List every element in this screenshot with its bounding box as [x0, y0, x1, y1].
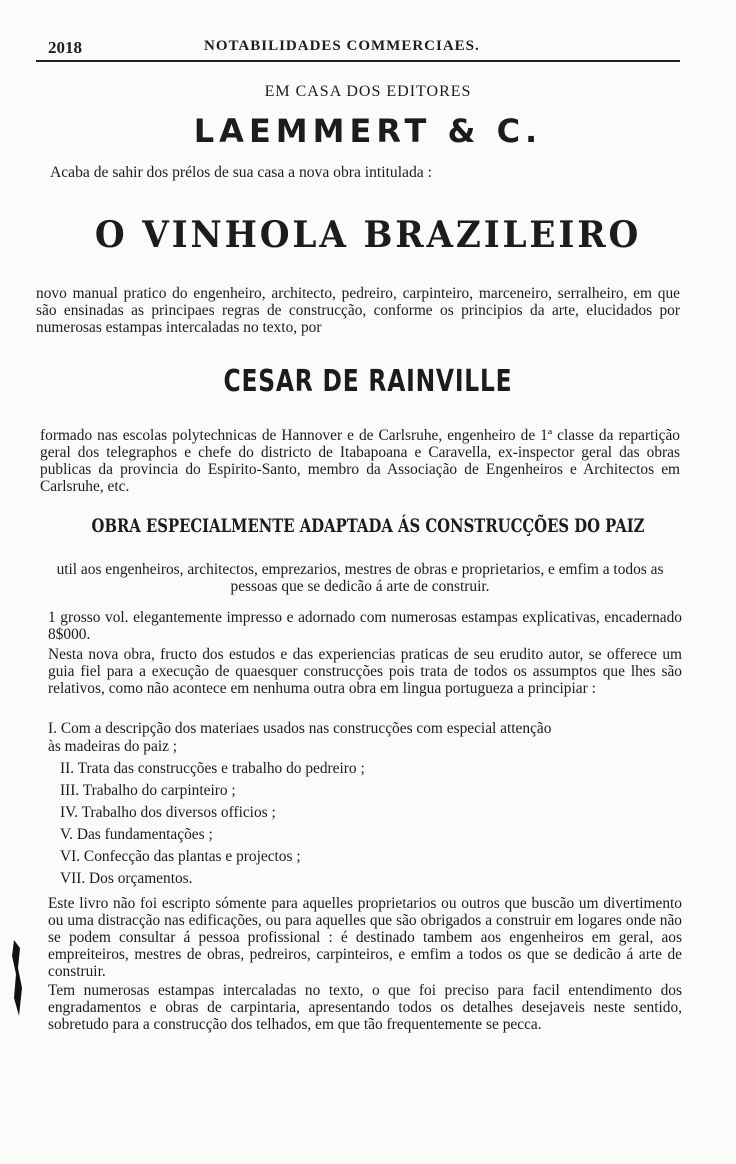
paragraph-1: 1 grosso vol. elegantemente impresso e adornado com numerosas estampas explicativas, encadernado 8$000. [48, 609, 682, 643]
contents-list [48, 718, 682, 890]
paragraph-2: Nesta nova obra, fructo dos estudos e das experiencias praticas de seu erudito autor, se offerece um guia fiel para a execução de quaesquer construcções pois trata de todos os assumptos que lhes são relativos, como não acontece em nenhuma outra obra em lingua portugueza a principiar : [48, 646, 682, 697]
book-title: O VINHOLA BRAZILEIRO [94, 214, 642, 256]
running-title: NOTABILIDADES COMMERCIAES. [204, 38, 480, 54]
paragraph-4: Tem numerosas estampas intercaladas no texto, o que foi preciso para facil entendimento dos engradamentos e obras de carpintaria, apresentando todos os detalhes desejaveis neste sentido, sobretudo para a construcção dos telhados, em que tão frequentemente se pecca. [48, 982, 682, 1033]
list-item: VI. Confecção das plantas e projectos ; [60, 848, 301, 865]
list-item: III. Trabalho do carpinteiro ; [60, 782, 236, 799]
publisher-prefix: EM CASA DOS EDITORES [264, 83, 472, 100]
list-item: II. Trata das construcções e trabalho do pedreiro ; [60, 760, 365, 777]
author-name: CESAR DE RAINVILLE [223, 364, 513, 399]
author-bio: formado nas escolas polytechnicas de Hannover e de Carlsruhe, engenheiro de 1ª classe da repartição geral dos telegraphos e chefe do districto de Itabapoana e Caravella, ex-inspector geral das obras publicas da provincia do Espirito-Santo, membro da Associação de Engenheiros e Architectos em Carlsruhe, etc. [40, 427, 680, 495]
page-header [36, 38, 680, 62]
announcement: Acaba de sahir dos prélos de sua casa a nova obra intitulada : [50, 164, 432, 181]
publisher-name: LAEMMERT & C. [193, 112, 543, 150]
paragraph-3: Este livro não foi escripto sómente para aquelles proprietarios ou outros que buscão um divertimento ou uma distracção nas edificações, ou para aquelles que são obrigados a construir em logares onde não se podem consultar á pessoa profissional : é destinado tambem aos engenheiros em geral, aos empreiteiros, mestres de obras, pedreiros, carpinteiros, e emfim a todos os que se dedicão á arte de construir. [48, 895, 682, 980]
scan-ink-mark [8, 938, 30, 1018]
list-item: I. Com a descripção dos materiaes usados nas construcções com especial attenção [48, 720, 552, 737]
list-item: às madeiras do paiz ; [48, 738, 178, 755]
list-item: V. Das fundamentações ; [60, 826, 213, 843]
book-description: novo manual pratico do engenheiro, architecto, pedreiro, carpinteiro, marceneiro, serralheiro, em que são ensinadas as principaes regras de construcção, conforme os principios da arte, elucidados por numerosas estampas intercaladas no texto, por [36, 285, 680, 336]
list-item: IV. Trabalho dos diversos officios ; [60, 804, 276, 821]
page-number: 2018 [48, 38, 82, 57]
book-banner: OBRA ESPECIALMENTE ADAPTADA ÁS CONSTRUCÇÕES DO PAIZ [91, 515, 645, 537]
list-item: VII. Dos orçamentos. [60, 870, 193, 887]
audience: util aos engenheiros, architectos, emprezarios, mestres de obras e proprietarios, e emfim a todos as pessoas que se dedicão á arte de construir. [56, 561, 664, 595]
